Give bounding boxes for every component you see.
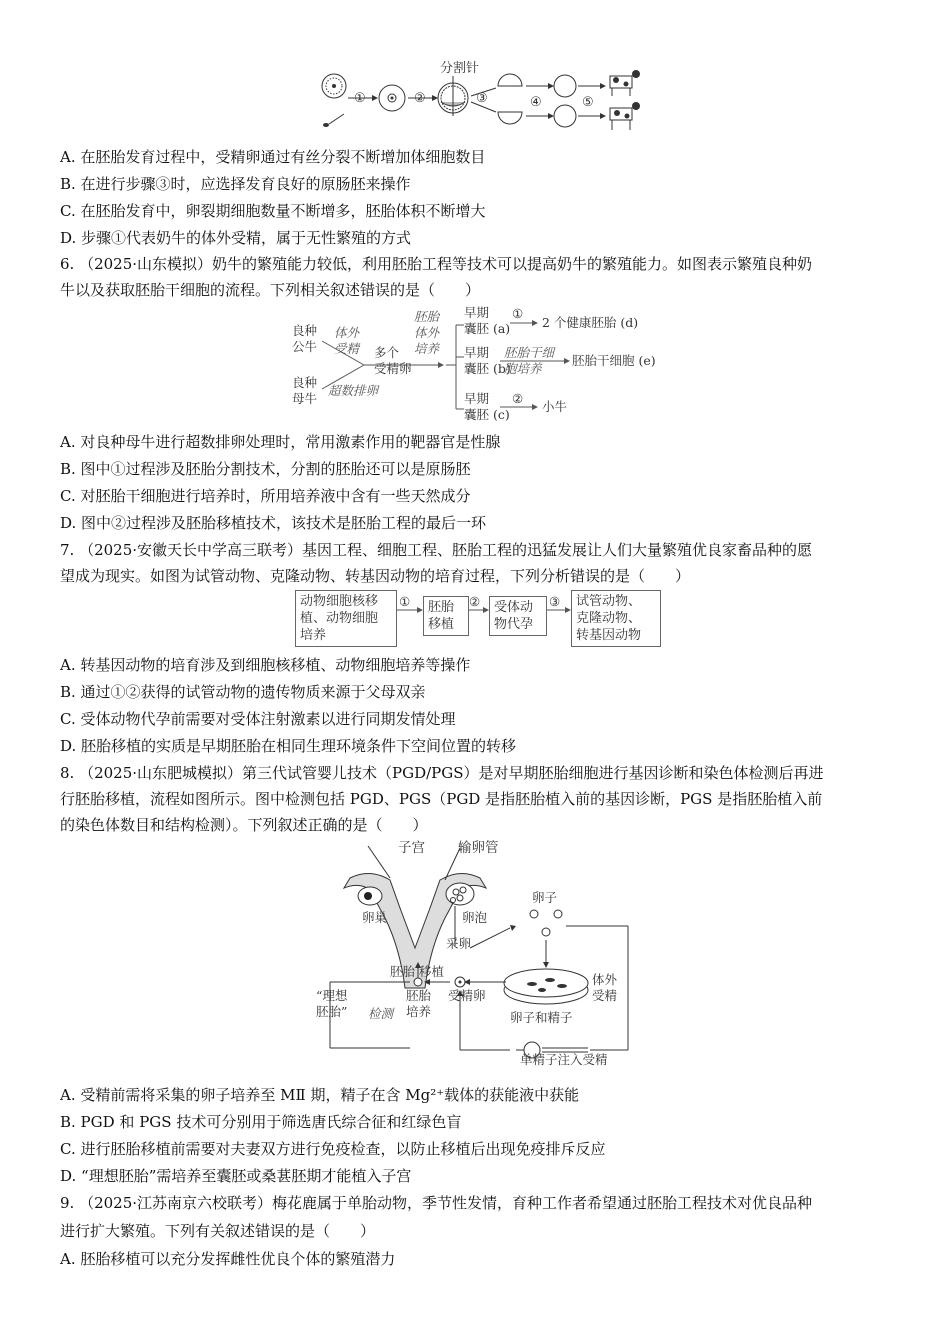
- q9-option-a: A. 胚胎移植可以充分发挥雌性优良个体的繁殖潜力: [60, 1250, 396, 1268]
- superovulation-label: 超数排卵: [328, 383, 379, 398]
- q8-option-b: B. PGD 和 PGS 技术可分别用于筛选唐氏综合征和红绿色盲: [60, 1113, 462, 1131]
- q8-diagram-drawing: [310, 838, 640, 1070]
- q7-stem-line1: 7. （2025·安徽天长中学高三联考）基因工程、细胞工程、胚胎工程的迅猛发展让人们大量繁殖优良家畜品种的愿: [60, 541, 813, 559]
- q7-step-2: ②: [469, 594, 481, 609]
- egg-sperm-label: 卵子和精子: [510, 1010, 573, 1025]
- detect-label: 检测: [368, 1006, 394, 1021]
- ideal-embryo-label: “理想 胚胎”: [316, 988, 348, 1019]
- blastocyst-a-label: 早期 囊胚 (a): [464, 305, 511, 336]
- q5-option-b: B. 在进行步骤③时，应选择发育良好的原肠胚来操作: [60, 175, 411, 193]
- q8-stem-line2: 行胚胎移植，流程如图所示。图中检测包括 PGD、PGS（PGD 是指胚胎植入前的基因诊断，PGS 是指胚胎植入前: [60, 790, 823, 808]
- q5-option-c: C. 在胚胎发育中，卵裂期细胞数量不断增多，胚胎体积不断增大: [60, 202, 486, 220]
- step-2-label: ②: [414, 91, 426, 106]
- culture-label: 胚胎 体外 培养: [414, 309, 440, 356]
- q5-option-a: A. 在胚胎发育过程中，受精卵通过有丝分裂不断增加体细胞数目: [60, 148, 486, 166]
- step-4-label: ④: [530, 95, 542, 110]
- embryo-transfer-label: 胚胎 移植: [390, 964, 444, 979]
- q9-stem-line2: 进行扩大繁殖。下列有关叙述错误的是（ ）: [60, 1222, 376, 1240]
- ovary-label: 卵巢: [362, 910, 388, 925]
- q7-option-a: A. 转基因动物的培育涉及到细胞核移植、动物细胞培养等操作: [60, 656, 471, 674]
- q6-option-d: D. 图中②过程涉及胚胎移植技术，该技术是胚胎工程的最后一环: [60, 514, 487, 532]
- q7-box-surrogate: 受体动 物代孕: [489, 596, 547, 636]
- q8-option-d: D. “理想胚胎”需培养至囊胚或桑葚胚期才能植入子宫: [60, 1167, 412, 1185]
- uterus-label: 子宫: [398, 840, 425, 856]
- q6-option-a: A. 对良种母牛进行超数排卵处理时，常用激素作用的靶器官是性腺: [60, 433, 501, 451]
- q7-box-animals: 试管动物、 克隆动物、 转基因动物: [571, 590, 661, 647]
- calf-icon: [610, 102, 640, 130]
- egg-label: 卵子: [532, 890, 558, 905]
- q5-figure: [316, 58, 646, 140]
- needle-label: 分割针: [440, 61, 480, 76]
- step-5-label: ⑤: [582, 95, 594, 110]
- q7-step-1: ①: [399, 594, 411, 609]
- q6-stem-line2: 牛以及获取胚胎干细胞的流程。下列相关叙述错误的是（ ）: [60, 281, 481, 299]
- embryo-culture-label: 胚胎 培养: [406, 988, 432, 1019]
- q7-box-nuclear-transfer: 动物细胞核移 植、动物细胞 培养: [295, 590, 397, 647]
- bull-label: 良种 公牛: [292, 323, 318, 354]
- q8-stem-line3: 的染色体数目和结构检测）。下列叙述正确的是（ ）: [60, 816, 428, 834]
- q7-option-c: C. 受体动物代孕前需要对受体注射激素以进行同期发情处理: [60, 710, 456, 728]
- step-2-label: ②: [512, 391, 524, 406]
- step-3-label: ③: [476, 91, 488, 106]
- healthy-embryos-label: 2 个健康胚胎 (d): [542, 315, 639, 330]
- oviduct-label: 输卵管: [458, 840, 499, 856]
- q8-ivf-diagram: [310, 838, 640, 1070]
- q5-option-d: D. 步骤①代表奶牛的体外受精，属于无性繁殖的方式: [60, 229, 412, 247]
- q7-step-3: ③: [549, 594, 561, 609]
- q8-option-a: A. 受精前需将采集的卵子培养至 MⅡ 期，精子在含 Mg²⁺载体的获能液中获能: [60, 1086, 580, 1104]
- step-1-label: ①: [512, 306, 524, 321]
- follicle-label: 卵泡: [462, 910, 488, 925]
- calf-icon: [610, 70, 640, 96]
- ivf-label: 体外 受精: [592, 972, 618, 1003]
- q7-box-embryo-transfer: 胚胎 移植: [423, 596, 469, 636]
- q6-stem-line1: 6. （2025·山东模拟）奶牛的繁殖能力较低，利用胚胎工程等技术可以提高奶牛的繁殖能力。如图表示繁殖良种奶: [60, 255, 813, 273]
- q6-option-b: B. 图中①过程涉及胚胎分割技术，分割的胚胎还可以是原肠胚: [60, 460, 471, 478]
- q8-stem-line1: 8. （2025·山东肥城模拟）第三代试管婴儿技术（PGD/PGS）是对早期胚胎细胞进行基因诊断和染色体检测后再进: [60, 764, 824, 782]
- q7-flow-diagram: [295, 590, 660, 648]
- cow-label: 良种 母牛: [292, 375, 318, 406]
- q9-stem-line1: 9. （2025·江苏南京六校联考）梅花鹿属于单胎动物，季节性发情，育种工作者希望通过胚胎工程技术对优良品种: [60, 1194, 813, 1212]
- icsi-label: 单精子注入受精: [520, 1052, 608, 1067]
- zygote-label: 受精卵: [448, 988, 486, 1003]
- blastocyst-c-label: 早期 囊胚 (c): [464, 391, 510, 422]
- calf-label: 小牛: [542, 399, 568, 414]
- q7-option-b: B. 通过①②获得的试管动物的遗传物质来源于父母双亲: [60, 683, 426, 701]
- q8-option-c: C. 进行胚胎移植前需要对夫妻双方进行免疫检查，以防止移植后出现免疫排斥反应: [60, 1140, 606, 1158]
- q6-flow-diagram: [288, 305, 668, 427]
- fertilized-eggs-label: 多个 受精卵: [374, 345, 412, 376]
- q6-option-c: C. 对胚胎干细胞进行培养时，所用培养液中含有一些天然成分: [60, 487, 471, 505]
- q7-stem-line2: 望成为现实。如图为试管动物、克隆动物、转基因动物的培育过程，下列分析错误的是（ ）: [60, 567, 691, 585]
- ivf-label: 体外 受精: [334, 325, 360, 356]
- step-1-label: ①: [354, 91, 366, 106]
- blastocyst-b-label: 早期 囊胚 (b): [464, 345, 511, 376]
- embryo-splitting-diagram: [316, 58, 646, 140]
- es-cell-culture-label: 胚胎干细 胞培养: [504, 345, 555, 376]
- collect-egg-label: 采卵: [446, 936, 472, 951]
- es-cell-label: 胚胎干细胞 (e): [572, 353, 656, 368]
- q7-option-d: D. 胚胎移植的实质是早期胚胎在相同生理环境条件下空间位置的转移: [60, 737, 517, 755]
